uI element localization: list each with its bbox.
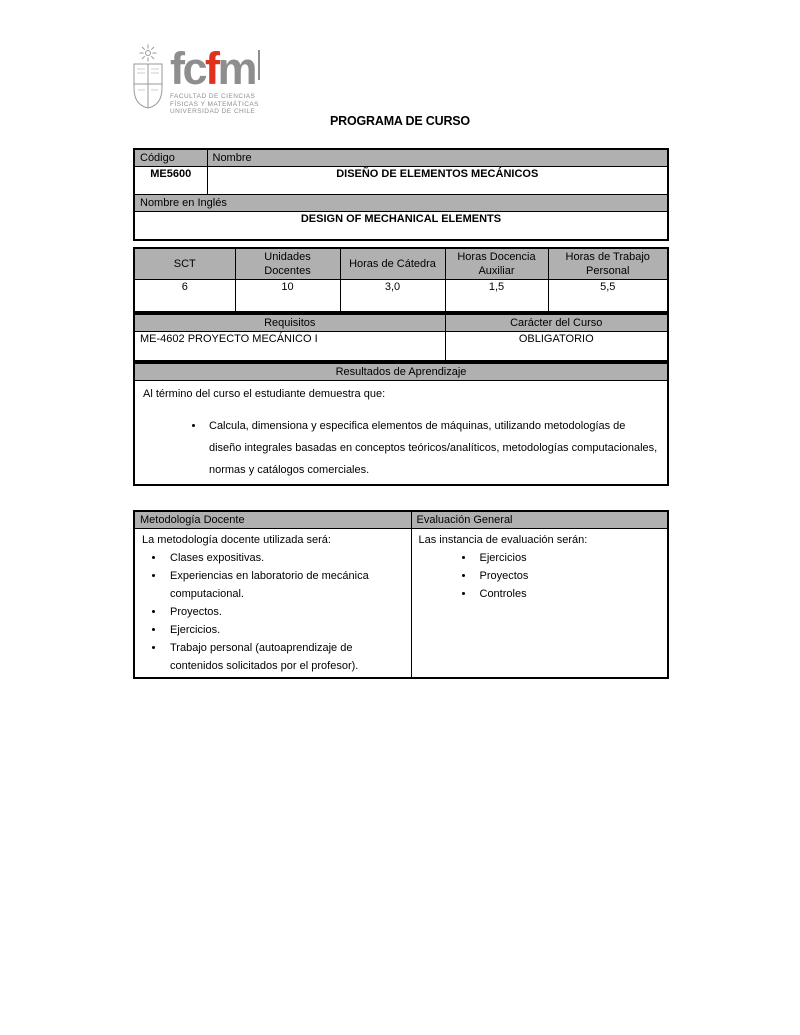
page-title: PROGRAMA DE CURSO <box>330 114 470 128</box>
caracter-curso-header: Carácter del Curso <box>445 314 668 332</box>
list-item: • Ejercicios. <box>165 621 404 639</box>
unidades-docentes-value: 10 <box>235 279 340 312</box>
table-row <box>134 149 668 167</box>
faculty-line-2: FÍSICAS Y MATEMÁTICAS <box>170 100 259 108</box>
hours-table <box>133 247 669 314</box>
wordmark-m: m <box>217 43 256 94</box>
list-item: • Ejercicios <box>475 549 661 567</box>
eval-intro: Las instancia de evaluación serán: <box>418 534 588 546</box>
faculty-line-1: FACULTAD DE CIENCIAS <box>170 93 256 100</box>
list-item: • Proyectos. <box>165 603 404 621</box>
methodology-evaluation-table <box>133 510 669 679</box>
horas-docencia-auxiliar-value: 1,5 <box>445 279 548 312</box>
unidades-docentes-header: Unidades Docentes <box>235 248 340 280</box>
requisites-table <box>133 313 669 362</box>
table-row <box>134 529 668 679</box>
faculty-line-3: UNIVERSIDAD DE CHILE <box>170 108 256 115</box>
list-item: • Calcula, dimensiona y especifica elementos de máquinas, utilizando metodologías de diseño integrales basadas en conceptos teóricos/analíticos, metodologías computacionales, normas y catálogos comerciales. <box>205 415 659 481</box>
requisitos-header: Requisitos <box>134 314 445 332</box>
metodologia-docente-header: Metodología Docente <box>134 511 411 529</box>
table-row <box>134 167 668 195</box>
requisitos-value: ME-4602 PROYECTO MECÁNICO I <box>134 332 445 361</box>
codigo-header: Código <box>134 149 207 167</box>
method-intro: La metodología docente utilizada será: <box>142 534 331 546</box>
nombre-value: DISEÑO DE ELEMENTOS MECÁNICOS <box>207 167 668 195</box>
sct-value: 6 <box>134 279 235 312</box>
horas-trabajo-personal-header: Horas de Trabajo Personal <box>548 248 668 280</box>
wordmark-f-accent: f <box>205 43 218 94</box>
horas-catedra-header: Horas de Cátedra <box>340 248 445 280</box>
fcfm-logo <box>131 44 260 116</box>
horas-trabajo-personal-value: 5,5 <box>548 279 668 312</box>
resultados-aprendizaje-header: Resultados de Aprendizaje <box>134 363 668 381</box>
wordmark-fc: fc <box>170 43 206 94</box>
sct-header: SCT <box>134 248 235 280</box>
university-crest-icon <box>131 44 165 110</box>
methodology-evaluation-block <box>133 510 669 679</box>
table-row <box>134 363 668 381</box>
resultados-aprendizaje-content <box>134 380 668 485</box>
table-row <box>134 212 668 240</box>
metodologia-docente-content <box>134 529 411 679</box>
method-list <box>142 549 404 675</box>
course-info-block <box>133 148 669 486</box>
english-name-value: DESIGN OF MECHANICAL ELEMENTS <box>134 212 668 240</box>
nombre-header: Nombre <box>207 149 668 167</box>
list-item: • Controles <box>475 585 661 603</box>
outcomes-intro: Al término del curso el estudiante demuestra que: <box>143 387 386 400</box>
fcfm-wordmark <box>170 43 260 94</box>
table-row <box>134 248 668 280</box>
course-info-table <box>133 148 669 241</box>
learning-outcomes-table <box>133 362 669 486</box>
table-row <box>134 279 668 312</box>
horas-catedra-value: 3,0 <box>340 279 445 312</box>
table-row <box>134 195 668 212</box>
caracter-curso-value: OBLIGATORIO <box>445 332 668 361</box>
list-item: • Experiencias en laboratorio de mecánica computacional. <box>165 567 404 603</box>
evaluacion-general-content <box>411 529 668 679</box>
english-name-header: Nombre en Inglés <box>134 195 668 212</box>
list-item: • Trabajo personal (autoaprendizaje de contenidos solicitados por el profesor). <box>165 639 404 675</box>
table-row <box>134 380 668 485</box>
evaluacion-general-header: Evaluación General <box>411 511 668 529</box>
outcomes-list <box>143 415 659 481</box>
table-row <box>134 314 668 332</box>
table-row <box>134 332 668 361</box>
logo-text <box>170 43 260 116</box>
faculty-name <box>170 93 260 116</box>
list-item: • Proyectos <box>475 567 661 585</box>
table-row <box>134 511 668 529</box>
eval-list <box>419 549 661 603</box>
codigo-value: ME5600 <box>134 167 207 195</box>
wordmark-bar <box>258 50 260 80</box>
list-item: • Clases expositivas. <box>165 549 404 567</box>
horas-docencia-auxiliar-header: Horas Docencia Auxiliar <box>445 248 548 280</box>
